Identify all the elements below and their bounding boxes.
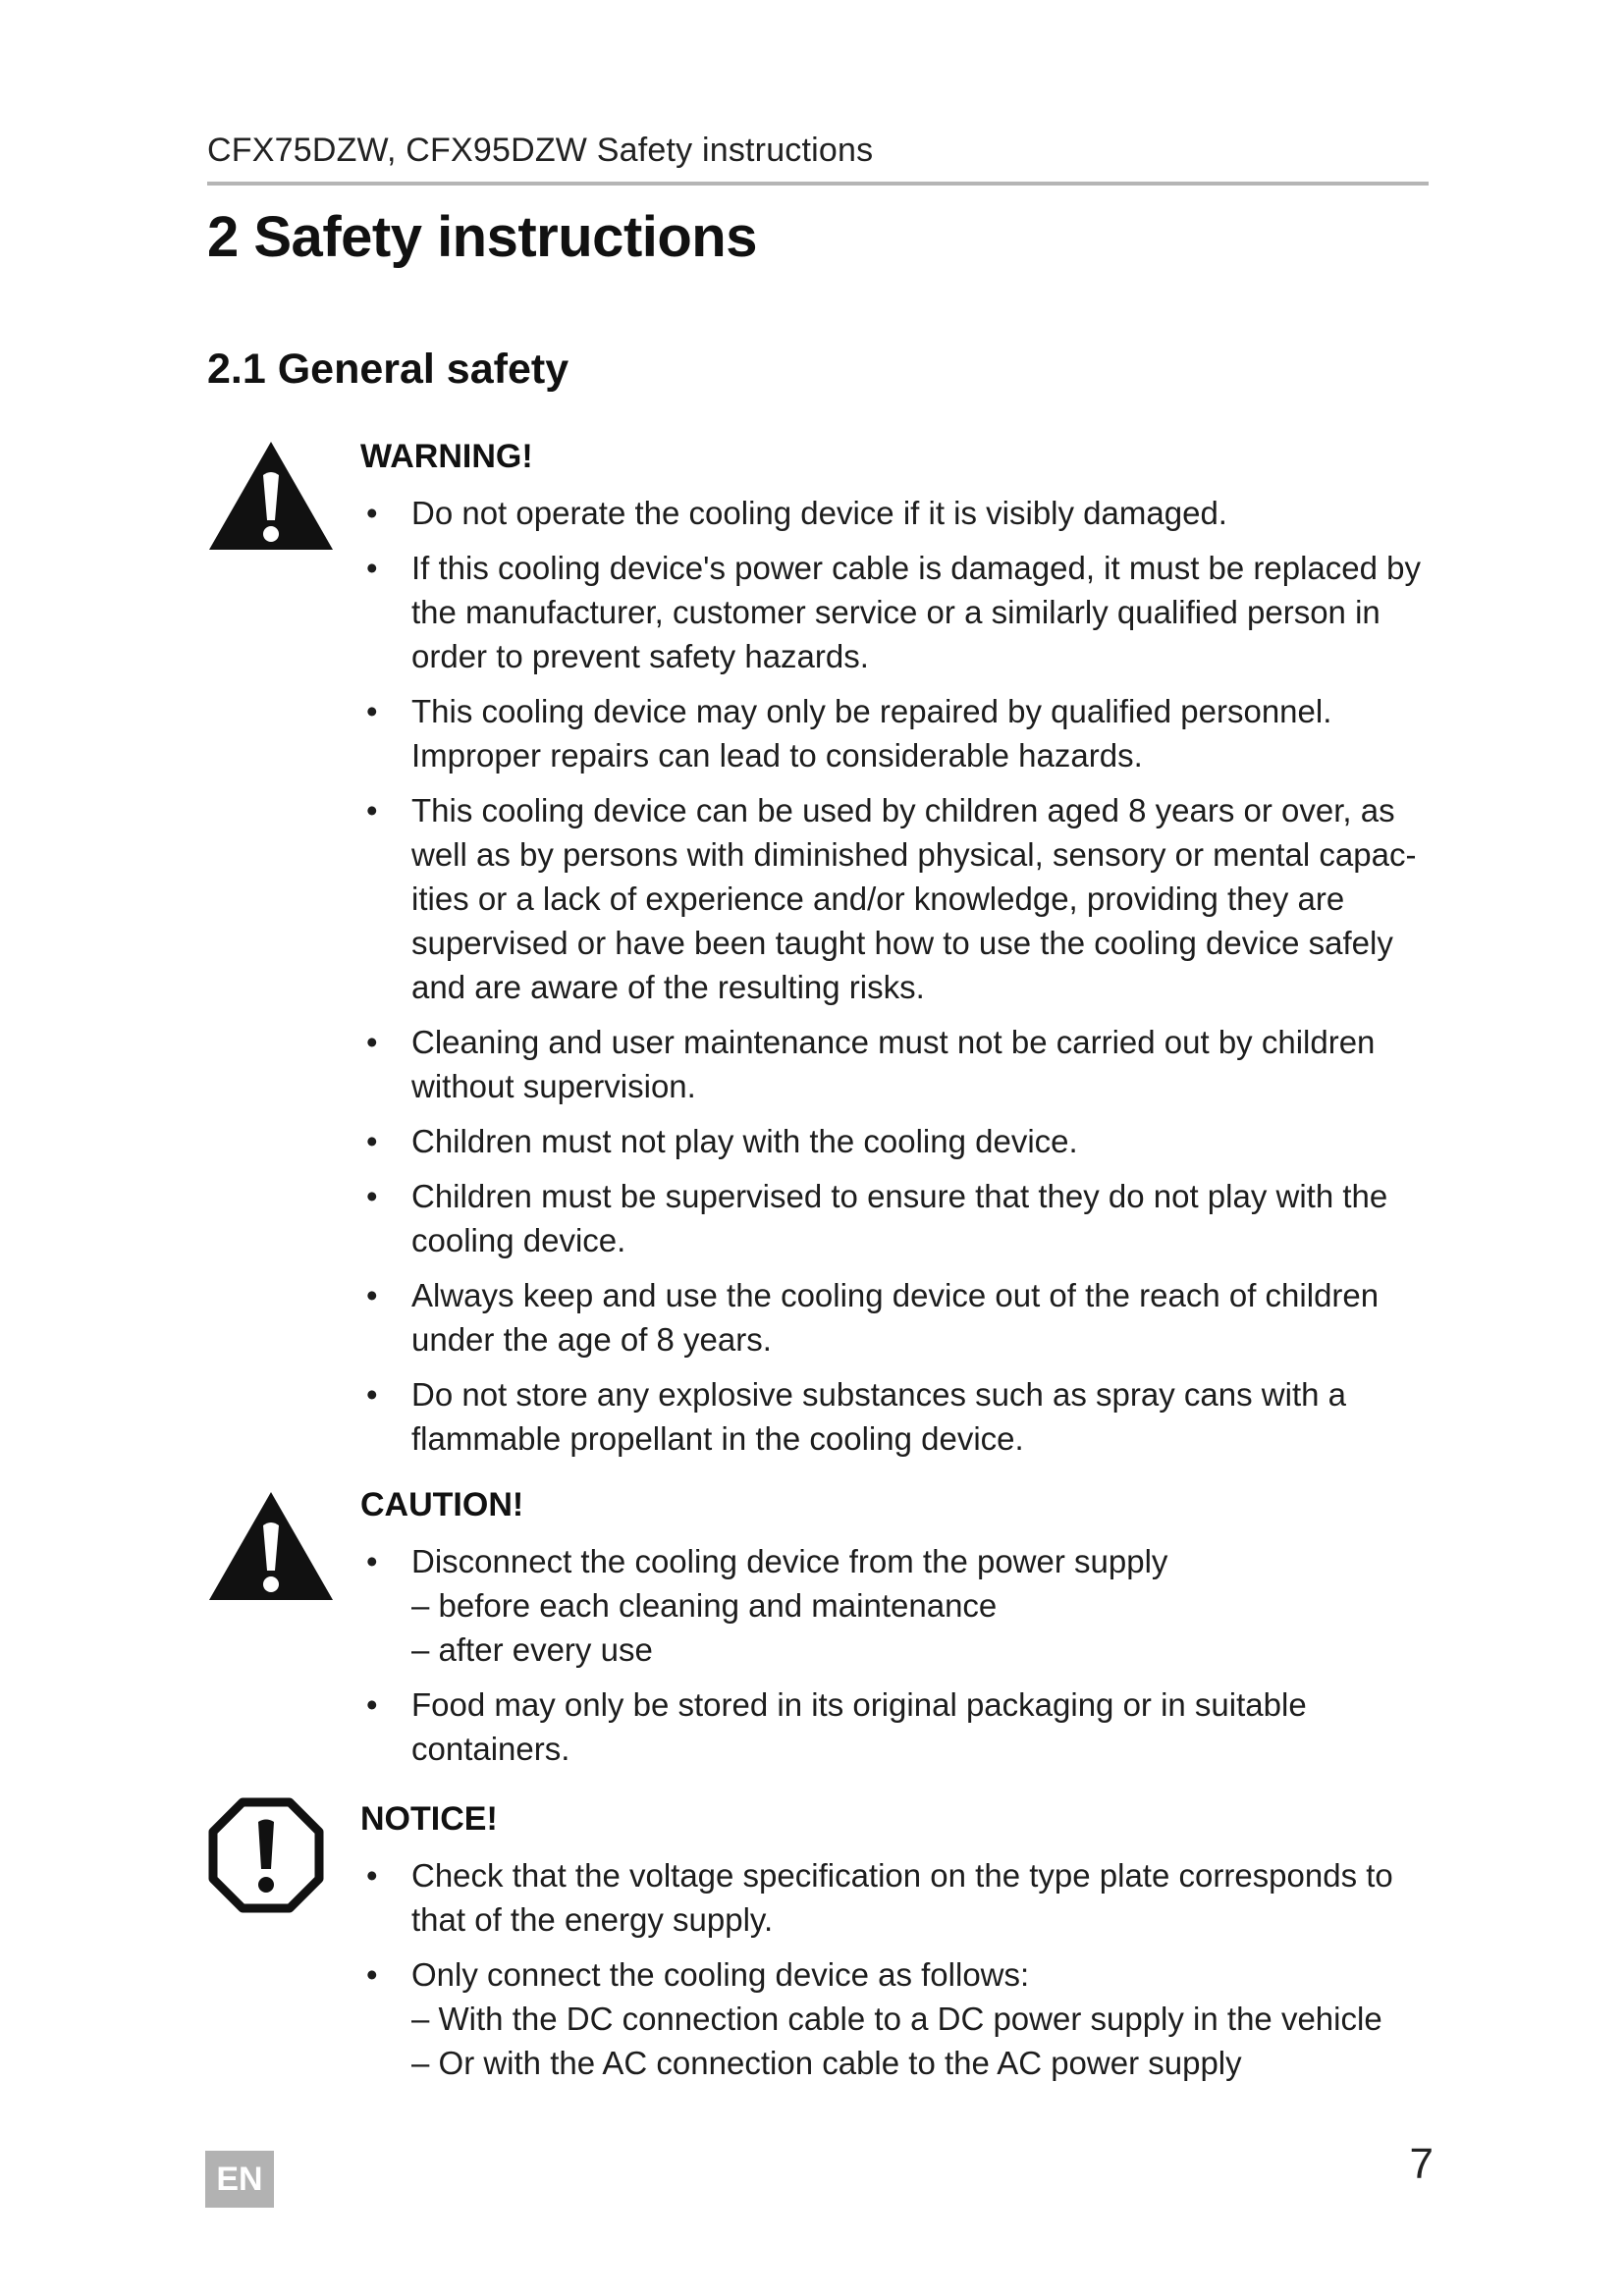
- list-item: [360, 1952, 1435, 2085]
- list-item: • If this cooling device's power cable is damaged, it must be replaced by the manufacturer, customer service or a similarly qualified person in order to prevent safety hazards.: [360, 546, 1435, 678]
- notice-list: [360, 1853, 1435, 2085]
- notice-octagon-icon: [207, 1796, 325, 1914]
- page-number: 7: [1409, 2140, 1434, 2188]
- sub-item: – Or with the AC connection cable to the AC power supply: [411, 2045, 1242, 2081]
- list-item: • This cooling device can be used by children aged 8 years or over, as well as by persons with diminished physical, sensory or mental capac-ities or a lack of experience and/or knowledge, providing they are supervised or have been taught how to use the cooling device safely and are aware of the resulting risks.: [360, 788, 1435, 1009]
- sub-item: – after every use: [411, 1631, 653, 1668]
- list-item: • Do not operate the cooling device if it is visibly damaged.: [360, 491, 1435, 535]
- caution-triangle-icon: [207, 1488, 335, 1604]
- list-item: • Children must be supervised to ensure that they do not play with the cooling device.: [360, 1174, 1435, 1262]
- list-item: • Check that the voltage specification on the type plate corresponds to that of the energy supply.: [360, 1853, 1435, 1942]
- section-title: 2.1 General safety: [207, 346, 569, 393]
- list-item: [360, 1539, 1435, 1672]
- header-rule: [207, 182, 1429, 186]
- list-item: • Always keep and use the cooling device out of the reach of children under the age of 8 years.: [360, 1273, 1435, 1362]
- running-header: CFX75DZW, CFX95DZW Safety instructions: [207, 132, 874, 169]
- notice-block: [207, 1794, 1435, 2096]
- list-item: • Food may only be stored in its original packaging or in suitable containers.: [360, 1682, 1435, 1771]
- list-item: • Do not store any explosive substances such as spray cans with a flammable propellant in the cooling device.: [360, 1372, 1435, 1461]
- notice-label: NOTICE!: [360, 1800, 498, 1838]
- list-item-text: Disconnect the cooling device from the power supply: [411, 1543, 1168, 1579]
- language-badge: EN: [205, 2151, 274, 2208]
- list-item: • This cooling device may only be repaired by qualified personnel. Improper repairs can lead to considerable hazards.: [360, 689, 1435, 777]
- sub-item: – With the DC connection cable to a DC power supply in the vehicle: [411, 2001, 1382, 2037]
- caution-list: [360, 1539, 1435, 1771]
- list-item: • Children must not play with the cooling device.: [360, 1119, 1435, 1163]
- list-item-text: Only connect the cooling device as follows:: [411, 1956, 1030, 1993]
- sub-item: – before each cleaning and maintenance: [411, 1587, 998, 1624]
- warning-list: [360, 491, 1435, 1461]
- warning-block: [207, 432, 1435, 1471]
- caution-block: [207, 1480, 1435, 1782]
- warning-label: WARNING!: [360, 438, 533, 475]
- list-item: • Cleaning and user maintenance must not be carried out by children without supervision.: [360, 1020, 1435, 1108]
- chapter-title: 2 Safety instructions: [207, 205, 757, 269]
- warning-triangle-icon: [207, 438, 335, 554]
- caution-label: CAUTION!: [360, 1486, 524, 1523]
